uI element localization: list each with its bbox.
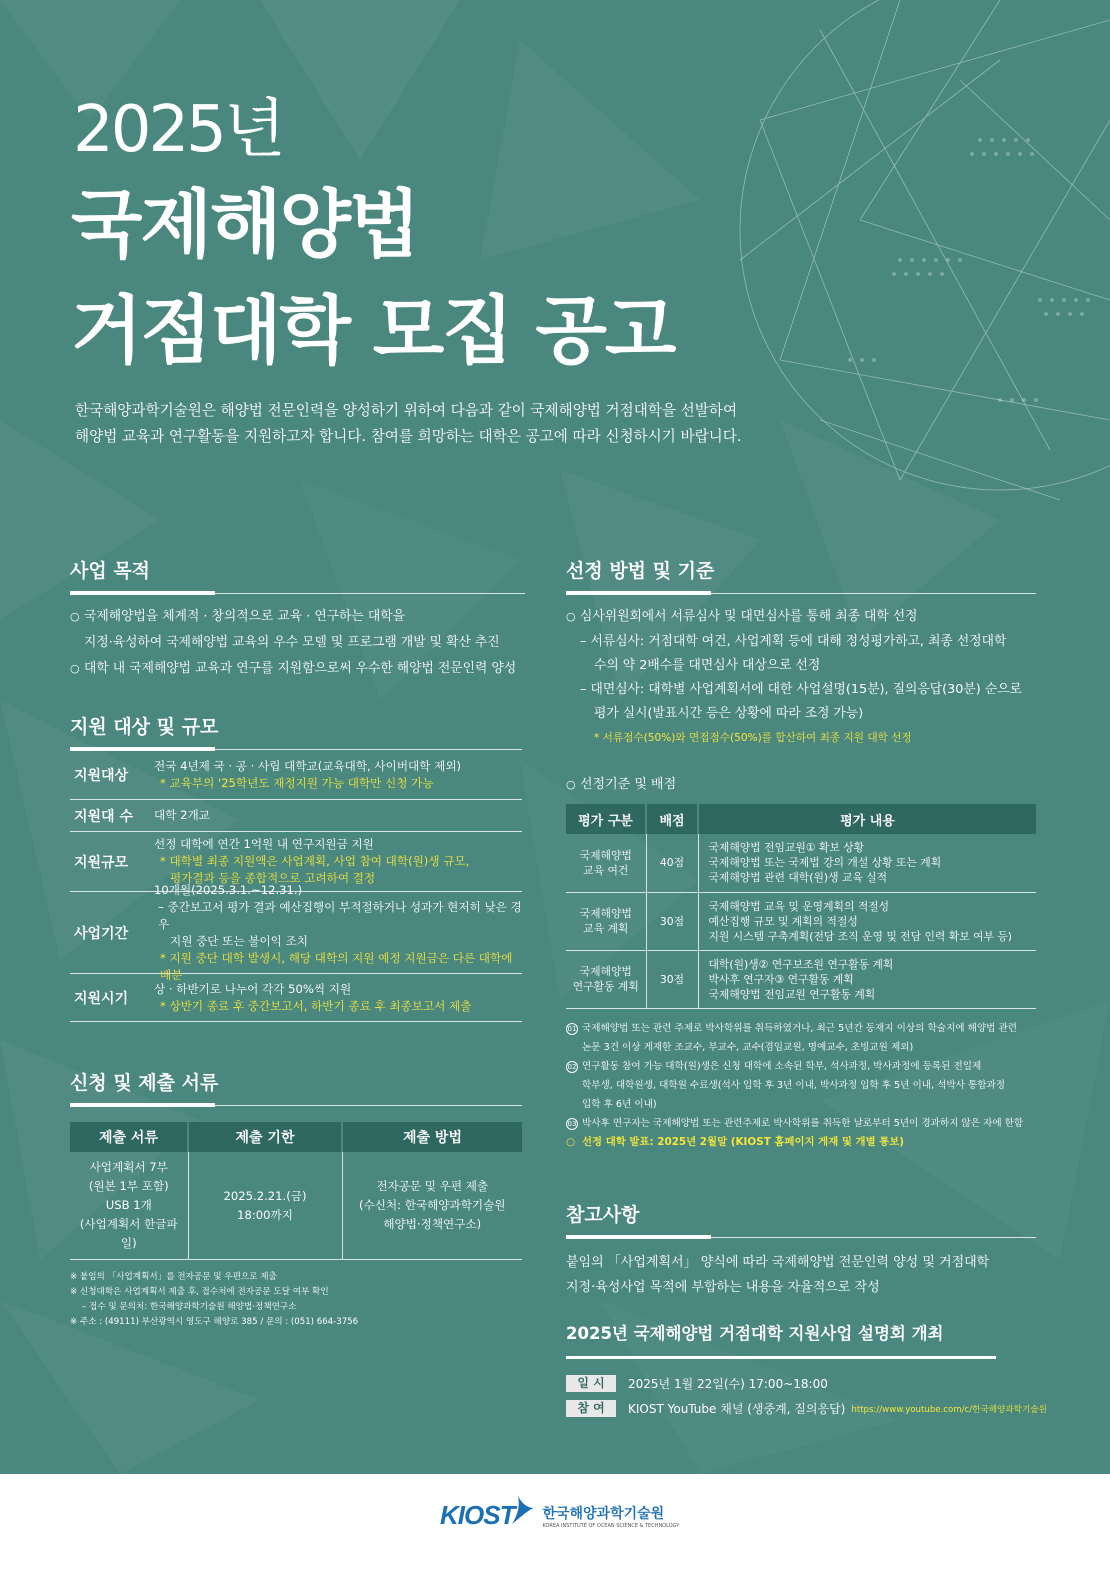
footnote-number: 03	[567, 1119, 577, 1128]
footnote-line: 연구활동 참여 가능 대학(원)생은 신청 대학에 소속된 학부, 석사과정, 박사과정에 등록된 전일제	[582, 1060, 982, 1072]
reference-line: 붙임의 「사업계획서」 양식에 따라 국제해양법 전문인력 양성 및 거점대학	[566, 1255, 990, 1270]
note-line: ※ 주소 : (49111) 부산광역시 영도구 해양로 385 / 문의 : (051) 664-3756	[70, 1317, 359, 1327]
cell-line: 대학(원)생② 연구보조원 연구활동 계획	[708, 957, 894, 971]
org-name-en: KOREA INSTITUTE OF OCEAN SCIENCE & TECHNOLOGY	[542, 1522, 680, 1529]
score-cell: 30점	[646, 892, 698, 950]
row-text: 선정 대학에 연간 1억원 내 연구지원금 지원	[154, 837, 374, 851]
section-title: 지원 대상 및 규모	[70, 712, 522, 749]
row-note: * 지원 중단 대학 발생시, 해당 대학의 지원 예정 지원금은 다른 대학에 배분	[160, 950, 513, 982]
footnote-line: 입학 후 6년 이내)	[582, 1098, 657, 1110]
cell-line: (사업계획서 한글파일)	[79, 1217, 178, 1250]
footnote-line: 논문 3건 이상 게재한 조교수, 부교수, 교수(겸임교원, 명예교수, 초빙교원 제외)	[582, 1041, 914, 1053]
support-row	[70, 882, 522, 982]
criteria-table	[566, 804, 1036, 1009]
row-label: 지원시기	[74, 990, 129, 1007]
bullet-icon: ○	[566, 778, 576, 791]
purpose-text: 지정·육성하여 국제해양법 교육의 우수 모델 및 프로그램 개발 및 확산 추진	[84, 635, 500, 650]
briefing-join-row	[566, 1400, 1066, 1417]
section-title: 참고사항	[566, 1200, 1036, 1237]
join-tag: 참 여	[566, 1400, 616, 1417]
documents-section	[70, 1068, 522, 1330]
row-label: 사업기간	[74, 925, 129, 942]
cell-line: 국제해양법 전임교원 연구활동 계획	[708, 987, 876, 1001]
footnote-number: 02	[567, 1062, 577, 1071]
list-item	[70, 656, 525, 682]
cell-line: 국제해양법 관련 대학(원)생 교육 실적	[708, 871, 888, 885]
footer	[0, 1474, 1110, 1576]
cell-line: 지원 시스템 구축계획(전담 조직 운영 및 전담 인력 확보 여부 등)	[708, 929, 1012, 943]
date-tag: 일 시	[566, 1375, 616, 1392]
announce-text: 선정 대학 발표: 2025년 2월말 (KIOST 홈페이지 게재 및 개별 통보)	[582, 1135, 905, 1148]
purpose-text: 국제해양법을 체계적 · 창의적으로 교육 · 연구하는 대학을	[84, 609, 405, 624]
row-label: 지원규모	[74, 854, 129, 871]
join-value: KIOST YouTube 채널 (생중계, 질의응답)	[628, 1402, 846, 1416]
cell-line: 18:00까지	[237, 1207, 293, 1222]
table-cell	[70, 1152, 188, 1260]
section-title: 선정 방법 및 기준	[566, 556, 1036, 593]
support-row	[70, 974, 522, 1022]
row-note: 평가결과 등을 종합적으로 고려하여 결정	[170, 871, 376, 885]
row-text: 대학 2개교	[154, 808, 210, 822]
selection-text: 평가 실시(발표시간 등은 상황에 따라 조정 가능)	[594, 706, 864, 721]
reference-text	[566, 1238, 1036, 1300]
criteria-title	[566, 772, 1036, 798]
row-text: 전국 4년제 국 · 공 · 사립 대학교(교육대학, 사이버대학 제외)	[154, 758, 462, 773]
support-section	[70, 712, 522, 1022]
row-text: 상 · 하반기로 나누어 각각 50%씩 지원	[154, 981, 352, 996]
cell-line: 국제해양법 교육 및 운영계획의 적절성	[708, 899, 890, 913]
footnote-line: 학부생, 대학원생, 대학원 수료생(석사 입학 후 3년 이내, 박사과정 입학 후 5년 이내, 석박사 통합과정	[582, 1079, 1006, 1091]
criteria-title-text: 선정기준 및 배점	[580, 777, 677, 792]
table-header: 제출 기한	[188, 1122, 342, 1152]
table-header: 배점	[646, 804, 698, 834]
row-text: 지원 중단 또는 불이익 조치	[170, 933, 308, 948]
support-row	[70, 750, 522, 800]
table-row	[566, 950, 1036, 1008]
table-cell	[698, 834, 1036, 892]
cell-line: 국제해양법 전임교원① 확보 상황	[708, 841, 865, 855]
list-item	[566, 604, 1036, 630]
title-line-2: 거점대학 모집 공고	[71, 288, 675, 374]
table-cell	[566, 892, 646, 950]
cell-line: 교육 계획	[583, 922, 629, 935]
section-title: 신청 및 제출 서류	[70, 1068, 522, 1105]
briefing-title: 2025년 국제해양법 거점대학 지원사업 설명회 개최	[566, 1320, 996, 1359]
bullet-icon: ○	[566, 610, 576, 623]
table-cell	[566, 950, 646, 1008]
briefing-section	[566, 1320, 1066, 1417]
row-note: * 교육부의 '25학년도 재정지원 가능 대학만 신청 가능	[160, 775, 434, 790]
bullet-icon: ○	[70, 610, 80, 623]
row-label: 지원대 수	[74, 808, 133, 825]
cell-line: 해양법·정책연구소)	[383, 1217, 482, 1231]
row-note: * 상반기 종료 후 중간보고서, 하반기 종료 후 최종보고서 제출	[160, 998, 472, 1013]
note-line: – 접수 및 문의처: 한국해양과학기술원 해양법·정책연구소	[82, 1302, 297, 1312]
row-value	[154, 753, 461, 797]
row-label: 지원대상	[74, 767, 129, 784]
youtube-link[interactable]: https://www.youtube.com/c/한국해양과학기술원	[851, 1404, 1047, 1415]
table-cell	[698, 892, 1036, 950]
bullet-icon: ○	[70, 662, 80, 675]
cell-line: 국제해양법	[579, 848, 632, 862]
table-cell	[566, 834, 646, 892]
org-name: 한국해양과학기술원	[542, 1505, 665, 1522]
table-row	[566, 834, 1036, 892]
footnote	[566, 1057, 1036, 1114]
table-cell	[698, 950, 1036, 1008]
table-cell	[342, 1152, 522, 1260]
selection-list	[566, 594, 1036, 750]
section-title: 사업 목적	[70, 556, 525, 593]
row-note: * 대학별 최종 지원액은 사업계획, 사업 참여 대학(원)생 규모,	[160, 854, 470, 868]
footnote-line: 국제해양법 또는 관련 주제로 박사학위를 취득하였거나, 최근 5년간 등재지 이상의 학술지에 해양법 관련	[582, 1022, 1017, 1034]
kiost-logo	[440, 1500, 679, 1531]
table-header: 제출 서류	[70, 1122, 188, 1152]
cell-line: 2025.2.21.(금)	[223, 1188, 307, 1203]
intro-line-2: 해양법 교육과 연구활동을 지원하고자 합니다. 참여를 희망하는 대학은 공고에 따라 신청하시기 바랍니다.	[75, 428, 742, 445]
reference-section	[566, 1200, 1036, 1300]
footnote	[566, 1114, 1036, 1133]
list-item	[70, 604, 525, 630]
table-row	[566, 892, 1036, 950]
kiost-logo-text: KIOST	[440, 1500, 515, 1530]
note-line: ※ 신청대학은 사업계획서 제출 후, 접수처에 전자공문 도달 여부 확인	[70, 1287, 329, 1297]
table-header: 제출 방법	[342, 1122, 522, 1152]
cell-line: 박사후 연구자③ 연구활동 계획	[708, 972, 854, 986]
cell-line: 국제해양법 또는 국제법 강의 개설 상황 또는 계획	[708, 856, 942, 870]
selection-section	[566, 556, 1036, 1152]
row-value	[154, 976, 471, 1020]
selection-text: 수의 약 2배수를 대면심사 대상으로 선정	[594, 658, 821, 673]
announce-line	[566, 1133, 1036, 1152]
documents-table	[70, 1122, 522, 1260]
list-item	[70, 630, 525, 656]
score-cell: 30점	[646, 950, 698, 1008]
cell-line: 연구활동 계획	[572, 980, 639, 993]
row-value	[154, 877, 522, 989]
selection-text: – 서류심사: 거점대학 여건, 사업계획 등에 대해 정성평가하고, 최종 선정대학	[580, 634, 1007, 649]
purpose-section	[70, 556, 525, 682]
cell-line: 국제해양법	[579, 907, 632, 920]
date-value: 2025년 1월 22일(수) 17:00~18:00	[628, 1377, 828, 1391]
cell-line: (원본 1부 포함)	[88, 1179, 169, 1193]
title-line-1: 국제해양법	[71, 182, 419, 268]
intro-text	[75, 398, 795, 450]
briefing-date-row	[566, 1375, 1066, 1392]
title-year: 2025년	[73, 93, 283, 167]
intro-line-1: 한국해양과학기술원은 해양법 전문인력을 양성하기 위하여 다음과 같이 국제해양법 거점대학을 선발하여	[75, 402, 738, 419]
bullet-icon: ○	[566, 1135, 576, 1148]
cell-line: 사업계획서 7부	[89, 1160, 168, 1174]
cell-line: USB 1개	[105, 1198, 152, 1212]
row-text: 10개월(2025.3.1.~12.31.)	[154, 882, 303, 897]
purpose-text: 대학 내 국제해양법 교육과 연구를 지원함으로써 우수한 해양법 전문인력 양성	[84, 661, 517, 676]
documents-notes	[70, 1270, 522, 1330]
row-value	[154, 802, 210, 829]
cell-line: 예산집행 규모 및 계획의 적절성	[708, 914, 858, 928]
reference-line: 지정·육성사업 목적에 부합하는 내용을 자율적으로 작성	[566, 1280, 880, 1295]
selection-text: – 대면심사: 대학별 사업계획서에 대한 사업설명(15분), 질의응답(30분) 순으로	[580, 682, 1022, 697]
cell-line: 국제해양법	[579, 965, 632, 978]
globe-wireframe	[740, 0, 1110, 500]
selection-highlight: * 서류점수(50%)와 면접점수(50%)를 합산하여 최종 지원 대학 선정	[594, 732, 912, 744]
table-cell	[188, 1152, 342, 1260]
footnote-line: 박사후 연구자는 국제해양법 또는 관련주제로 박사학위를 취득한 날로부터 5년이 경과하지 않은 자에 한함	[582, 1117, 1024, 1129]
cell-line: 전자공문 및 우편 제출	[376, 1179, 489, 1193]
criteria-footnotes	[566, 1019, 1036, 1152]
cell-line: (수신처: 한국해양과학기술원	[358, 1198, 506, 1212]
footnote-number: 01	[567, 1024, 577, 1033]
footnote	[566, 1019, 1036, 1057]
org-name-block	[542, 1503, 679, 1529]
table-header: 평가 구분	[566, 804, 646, 834]
cell-line: 교육 여건	[583, 863, 629, 877]
note-line: ※ 붙임의 「사업계획서」를 전자공문 및 우편으로 제출	[70, 1272, 277, 1282]
support-row	[70, 800, 522, 832]
row-text: – 중간보고서 평가 결과 예산집행이 부적절하거나 성과가 현저히 낮은 경우	[158, 899, 522, 931]
selection-text: 심사위원회에서 서류심사 및 대면심사를 통해 최종 대학 선정	[580, 609, 918, 624]
table-header: 평가 내용	[698, 804, 1036, 834]
table-row	[70, 1152, 522, 1260]
score-cell: 40점	[646, 834, 698, 892]
